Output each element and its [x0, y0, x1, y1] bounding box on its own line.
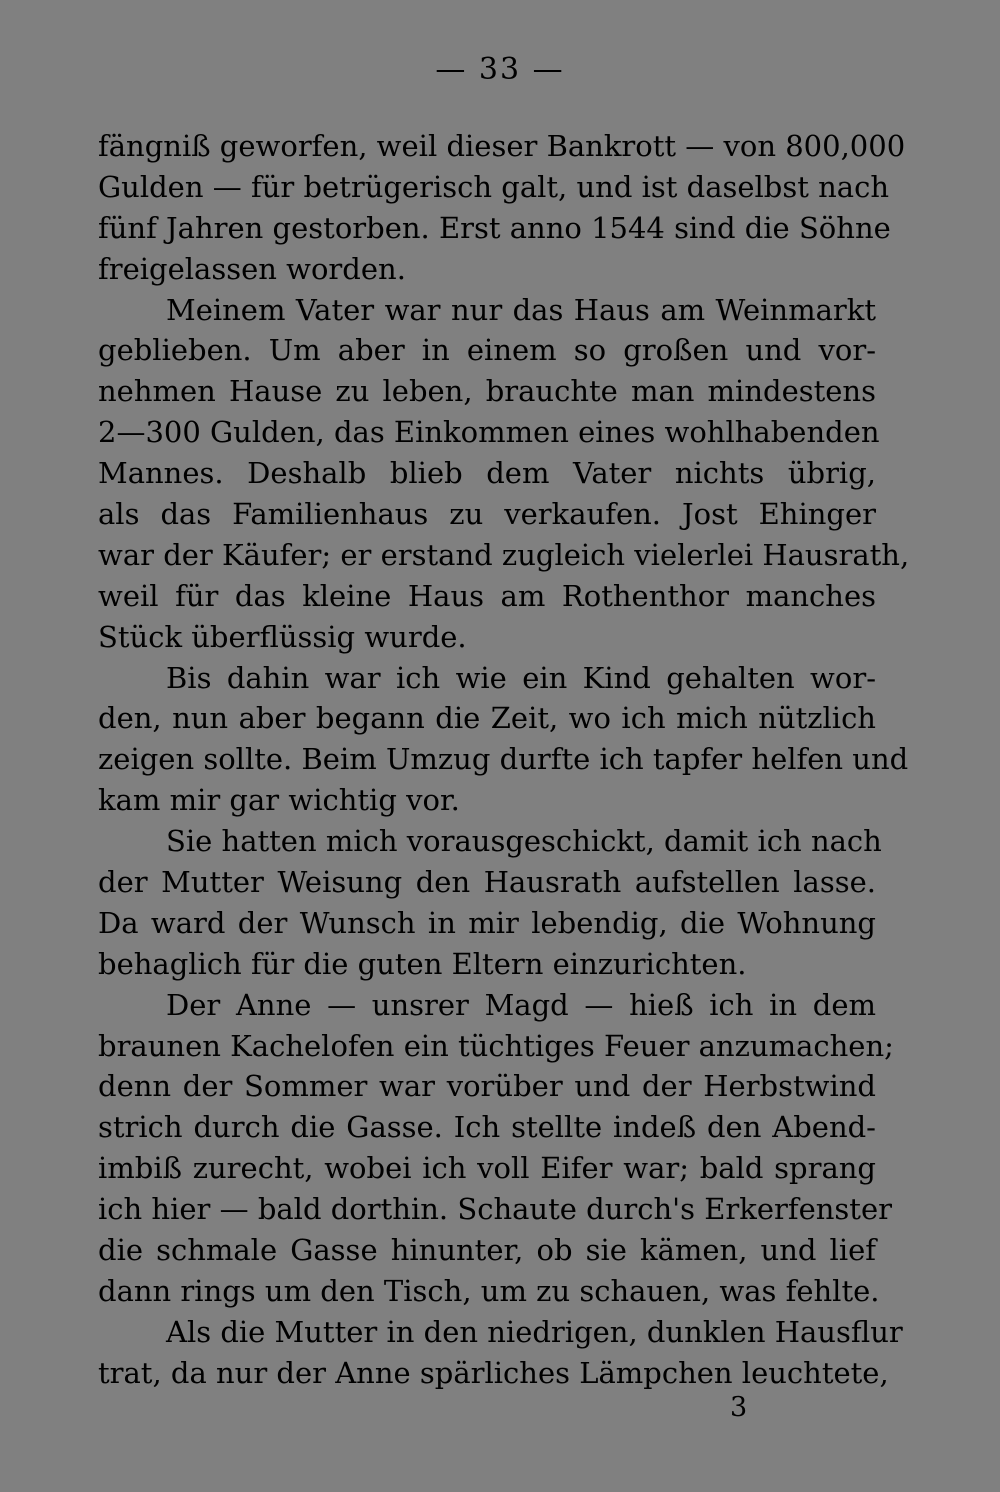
text-line: kam mir gar wichtig vor. [98, 783, 460, 818]
text-line: den, nun aber begann die Zeit, wo ich mich nützlich [98, 701, 876, 736]
text-line: braunen Kachelofen ein tüchtiges Feuer anzumachen; [98, 1028, 894, 1063]
text-line: Da ward der Wunsch in mir lebendig, die Wohnung [98, 905, 876, 940]
text-line: trat, da nur der Anne spärliches Lämpchen leuchtete, [98, 1355, 889, 1390]
text-line: weil für das kleine Haus am Rothenthor manches [98, 578, 876, 613]
text-line: freigelassen worden. [98, 251, 406, 286]
text-line: Stück überflüssig wurde. [98, 619, 467, 654]
text-line: als das Familienhaus zu verkaufen. Jost Ehinger [98, 497, 876, 532]
page-number: — 33 — [435, 52, 565, 87]
text-line: Als die Mutter in den niedrigen, dunklen Hausflur [166, 1314, 903, 1349]
text-line: Der Anne — unsrer Magd — hieß ich in dem [166, 987, 876, 1022]
text-line: nehmen Hause zu leben, brauchte man mindestens [98, 374, 876, 409]
text-line: zeigen sollte. Beim Umzug durfte ich tapfer helfen und [98, 742, 909, 777]
text-line: fängniß geworfen, weil dieser Bankrott — von 800,000 [98, 129, 906, 163]
text-line: Sie hatten mich vorausgeschickt, damit ich nach [166, 824, 882, 859]
text-line: die schmale Gasse hinunter, ob sie kämen, und lief [98, 1233, 876, 1268]
text-line: der Mutter Weisung den Hausrath aufstellen lasse. [98, 865, 876, 900]
signature-mark: 3 [730, 1392, 748, 1423]
text-line: geblieben. Um aber in einem so großen und vor- [98, 333, 876, 368]
text-line: Bis dahin war ich wie ein Kind gehalten wor- [166, 660, 876, 695]
text-line: fünf Jahren gestorben. Erst anno 1544 sind die Söhne [98, 210, 891, 245]
text-line: Meinem Vater war nur das Haus am Weinmarkt [166, 292, 876, 327]
text-line: imbiß zurecht, wobei ich voll Eifer war; bald sprang [98, 1151, 876, 1186]
text-line: dann rings um den Tisch, um zu schauen, was fehlte. [98, 1273, 880, 1308]
text-body [98, 126, 910, 1394]
text-line: strich durch die Gasse. Ich stellte indeß den Abend- [98, 1110, 876, 1145]
text-line: ich hier — bald dorthin. Schaute durch's Erkerfenster [98, 1192, 892, 1227]
text-line: behaglich für die guten Eltern einzurichten. [98, 946, 747, 981]
text-line: 2—300 Gulden, das Einkommen eines wohlhabenden [98, 415, 880, 450]
text-line: Gulden — für betrügerisch galt, und ist daselbst nach [98, 169, 890, 204]
text-line: war der Käufer; er erstand zugleich vielerlei Hausrath, [98, 537, 910, 572]
text-line: Mannes. Deshalb blieb dem Vater nichts übrig, [98, 456, 876, 491]
text-line: denn der Sommer war vorüber und der Herbstwind [98, 1069, 876, 1104]
